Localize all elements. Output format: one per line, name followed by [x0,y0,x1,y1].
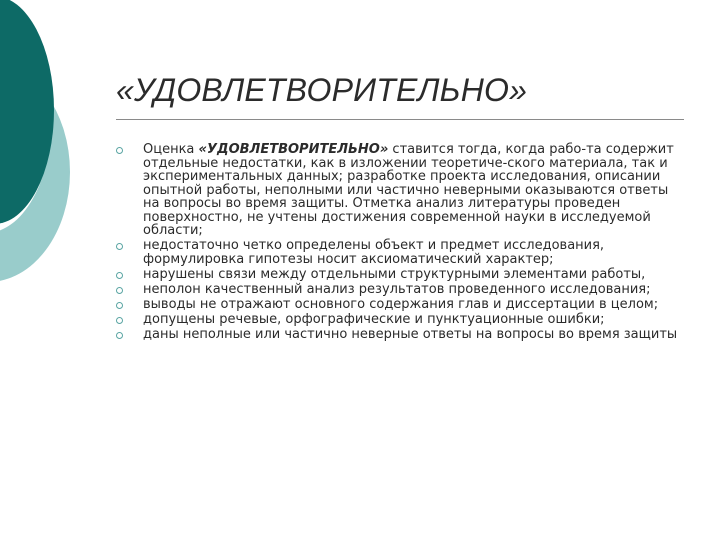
circle-bullet-icon [116,243,123,250]
circle-bullet-icon [116,287,123,294]
circle-bullet-icon [116,302,123,309]
title-divider [116,119,684,120]
circle-bullet-icon [116,332,123,339]
list-item [116,268,686,282]
list-item-text: недостаточно четко определены объект и предмет исследования, формулировка гипотезы носит аксиоматический характер; [143,238,605,267]
list-item [116,143,686,238]
list-item-text: ставится тогда, когда рабо-та содержит отдельные недостатки, как в изложении теоретиче-ского материала, так и экспериментальных данных; разработке проекта исследования, описании опытной работы, неполными или частично неверными оказываются ответы на вопросы во время защиты. Отметка анализ литературы проведен поверхностно, не учтены достижения современной науки в исследуемой области; [143,142,674,238]
grade-term: «УДОВЛЕТВОРИТЕЛЬНО» [198,142,389,157]
list-item-text: даны неполные или частично неверные ответы на вопросы во время защиты [143,326,678,342]
list-item [116,328,686,342]
circle-bullet-icon [116,317,123,324]
list-item [116,283,686,297]
list-item-text: неполон качественный анализ результатов проведенного исследования; [143,281,651,297]
list-item [116,313,686,327]
list-item-text: допущены речевые, орфографические и пунктуационные ошибки; [143,311,605,327]
criteria-list [116,143,686,343]
list-item-lead: Оценка [143,142,199,157]
circle-bullet-icon [116,147,123,154]
list-item-text: выводы не отражают основного содержания глав и диссертации в целом; [143,296,659,312]
circle-bullet-icon [116,272,123,279]
list-item-text: нарушены связи между отдельными структурными элементами работы, [143,266,646,282]
list-item [116,298,686,312]
decorative-circles [0,0,80,290]
list-item [116,239,686,266]
page-title: «УДОВЛЕТВОРИТЕЛЬНО» [116,72,528,108]
